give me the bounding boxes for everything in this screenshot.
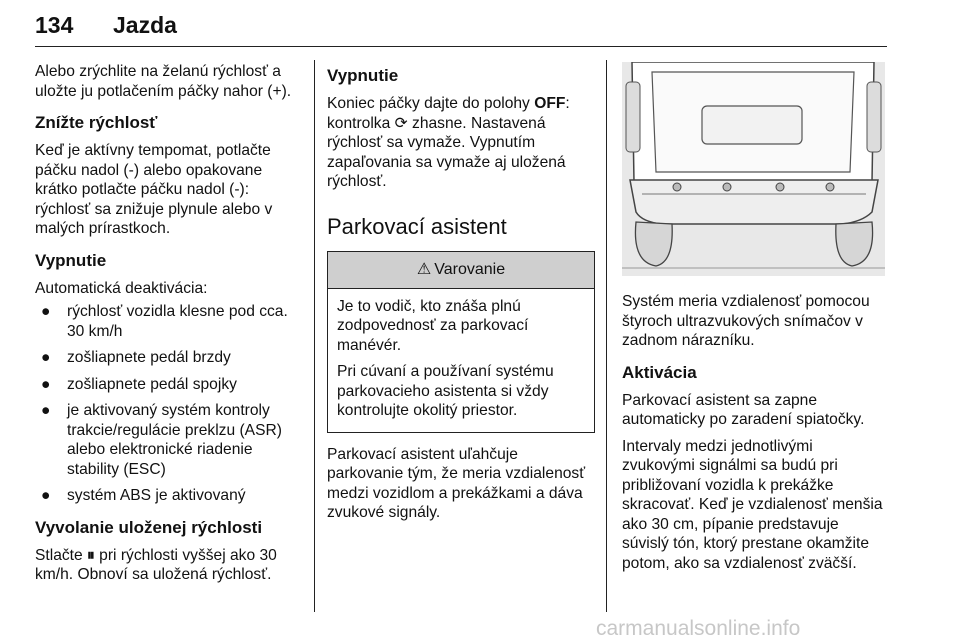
deactivation-list: [35, 302, 307, 506]
heading-deactivation: Vypnutie: [35, 250, 107, 270]
cruise-control-indicator-icon: ⟳: [394, 114, 408, 132]
column-divider-2: [606, 60, 607, 612]
heading-recall-speed: Vyvolanie uloženej rýchlosti: [35, 517, 263, 537]
activation-paragraph-2: Intervaly medzi jednotlivými zvukovými signálmi sa budú pri približovaní vozidla k prekážke skracovať. Keď je vzdialenosť menšia ako 30 cm, pípanie predstavuje súvislý tón, ktorý prestane okamžite potom, ako sa vzdialenosť zväčší.: [622, 437, 883, 572]
heading-activation: Aktivácia: [622, 362, 697, 382]
recall-paragraph: Stlačte ⏸ pri rýchlosti vyššej ako 30 km/h. Obnoví sa uložená rýchlosť.: [35, 546, 277, 583]
off-position: OFF: [534, 95, 566, 112]
pause-icon: ⏸: [87, 546, 95, 564]
column-1: [35, 62, 307, 592]
warning-triangle-icon: ⚠: [416, 260, 432, 278]
van-rear-drawing: [622, 62, 885, 276]
column-3: [622, 62, 887, 580]
bullet-icon: ●: [41, 402, 51, 419]
column-divider-1: [314, 60, 315, 612]
list-item: ● zošliapnete pedál spojky: [41, 375, 237, 393]
parking-assist-paragraph: Parkovací asistent uľahčuje parkovanie tým, že meria vzdialenosť medzi vozidlom a prekážkami a dáva zvukové signály.: [327, 445, 586, 521]
warning-header: [328, 252, 594, 289]
warning-body: [328, 289, 594, 432]
page-title: Jazda: [113, 12, 177, 38]
list-item: ● je aktivovaný systém kontroly trakcie/regulácie preklzu (ASR) alebo elektronické riadenie stability (ESC): [41, 402, 282, 478]
bullet-icon: ●: [41, 375, 51, 393]
off-paragraph: Koniec páčky dajte do polohy OFF: kontrolka ⟳ zhasne. Nastavená rýchlosť sa vymaže. Vypnutím zapaľovania sa vymaže aj uložená rýchlosť.: [327, 95, 570, 190]
bullet-icon: ●: [41, 303, 51, 320]
warning-text-1: Je to vodič, kto znáša plnú zodpovednosť za parkovací manévér.: [337, 297, 529, 354]
warning-box: [327, 251, 595, 433]
heading-reduce-speed: Znížte rýchlosť: [35, 113, 158, 132]
bullet-icon: ●: [41, 487, 51, 504]
intro-paragraph: Alebo zrýchlite na želanú rýchlosť a uložte ju potlačením páčky nahor (+).: [35, 63, 292, 100]
heading-parking-assist: Parkovací asistent: [327, 213, 507, 239]
list-item: ● systém ABS je aktivovaný: [41, 487, 246, 504]
warning-title: Varovanie: [434, 260, 506, 278]
page-header: [35, 6, 887, 47]
warning-text-2: Pri cúvaní a používaní systému parkovacieho asistenta si vždy kontrolujte okolitý priestor.: [337, 363, 554, 419]
reduce-paragraph: Keď je aktívny tempomat, potlačte páčku nadol (-) alebo opakovane krátko potlačte páčku nadol (-): rýchlosť sa znižuje plynule alebo v malých prírastkoch.: [35, 142, 273, 237]
illustration-caption: Systém meria vzdialenosť pomocou štyroch ultrazvukových snímačov v zadnom nárazníku.: [622, 293, 870, 349]
activation-paragraph-1: Parkovací asistent sa zapne automaticky po zaradení spiatočky.: [622, 391, 865, 428]
auto-deactivation-label: Automatická deaktivácia:: [35, 279, 208, 297]
page-number: 134: [35, 12, 74, 38]
bullet-icon: ●: [41, 349, 51, 366]
list-item: ● rýchlosť vozidla klesne pod cca. 30 km/h: [41, 303, 288, 340]
watermark: carmanualsonline.info: [596, 617, 801, 640]
column-2: [327, 64, 595, 530]
list-item: ● zošliapnete pedál brzdy: [41, 349, 231, 366]
heading-deactivation: Vypnutie: [327, 66, 399, 85]
rear-bumper-sensors-illustration: [622, 62, 885, 276]
